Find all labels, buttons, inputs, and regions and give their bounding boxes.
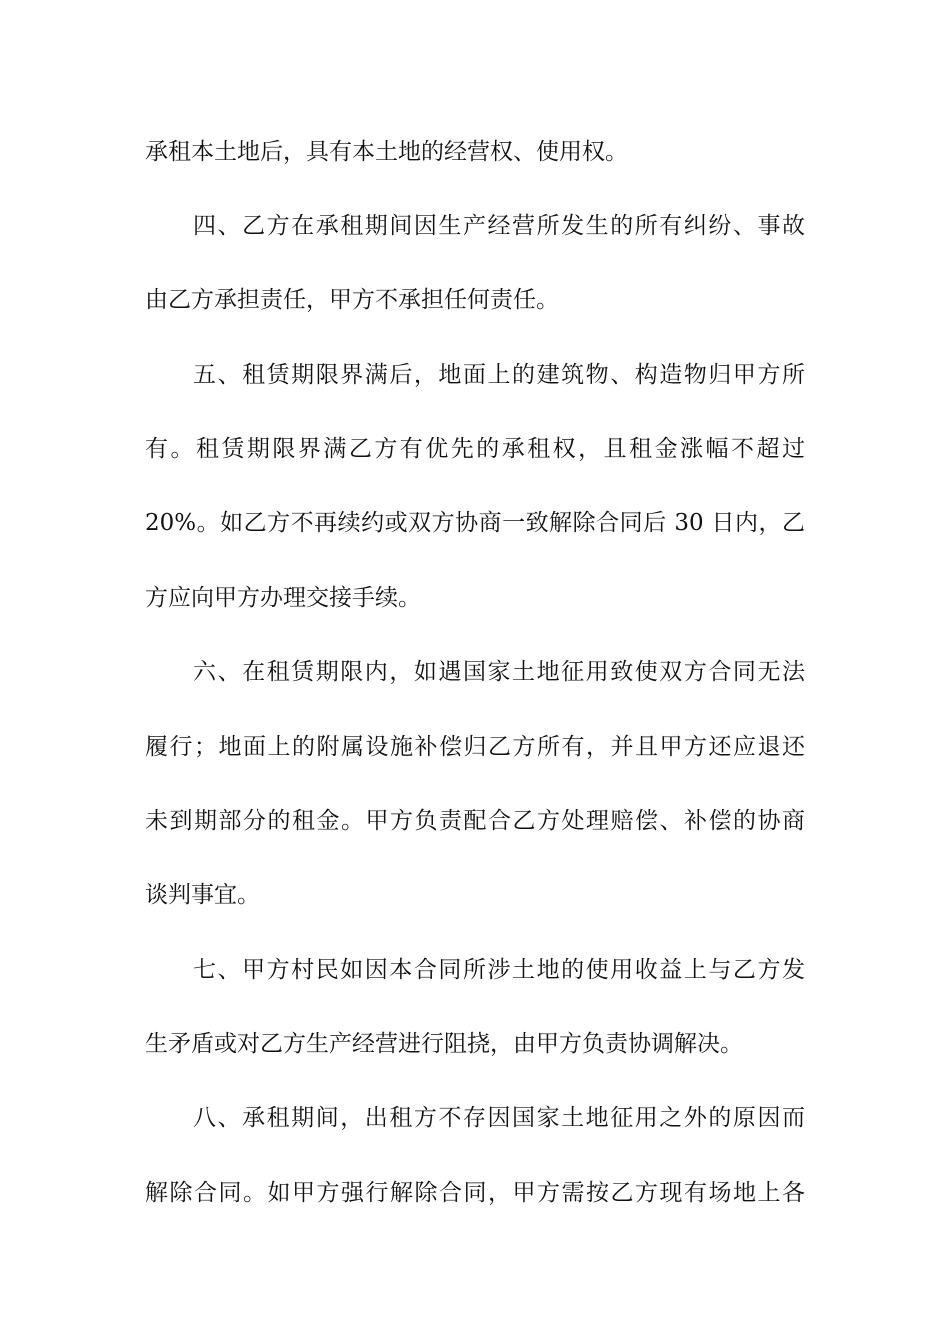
text-line: 20%。如乙方不再续约或双方协商一致解除合同后 30 日内，乙	[145, 510, 805, 536]
text-line: 承租本土地后，具有本土地的经营权、使用权。	[145, 139, 628, 165]
text-line: 履行；地面上的附属设施补偿归乙方所有，并且甲方还应退还	[145, 734, 805, 760]
text-line: 有。租赁期限界满乙方有优先的承租权，且租金涨幅不超过	[145, 436, 805, 462]
text-line: 六、在租赁期限内，如遇国家土地征用致使双方合同无法	[193, 659, 805, 685]
text-line: 生矛盾或对乙方生产经营进行阻挠，由甲方负责协调解决。	[145, 1031, 743, 1057]
text-line: 方应向甲方办理交接手续。	[145, 585, 421, 611]
text-line: 五、租赁期限界满后，地面上的建筑物、构造物归甲方所	[193, 362, 805, 388]
text-line: 八、承租期间，出租方不存因国家土地征用之外的原因而	[193, 1105, 805, 1131]
text-line: 七、甲方村民如因本合同所涉土地的使用收益上与乙方发	[193, 957, 805, 983]
text-line: 四、乙方在承租期间因生产经营所发生的所有纠纷、事故	[193, 213, 805, 239]
text-line: 谈判事宜。	[145, 882, 260, 908]
text-line: 解除合同。如甲方强行解除合同，甲方需按乙方现有场地上各	[145, 1180, 805, 1206]
text-line: 未到期部分的租金。甲方负责配合乙方处理赔偿、补偿的协商	[145, 808, 805, 834]
text-line: 由乙方承担责任，甲方不承担任何责任。	[145, 287, 559, 313]
